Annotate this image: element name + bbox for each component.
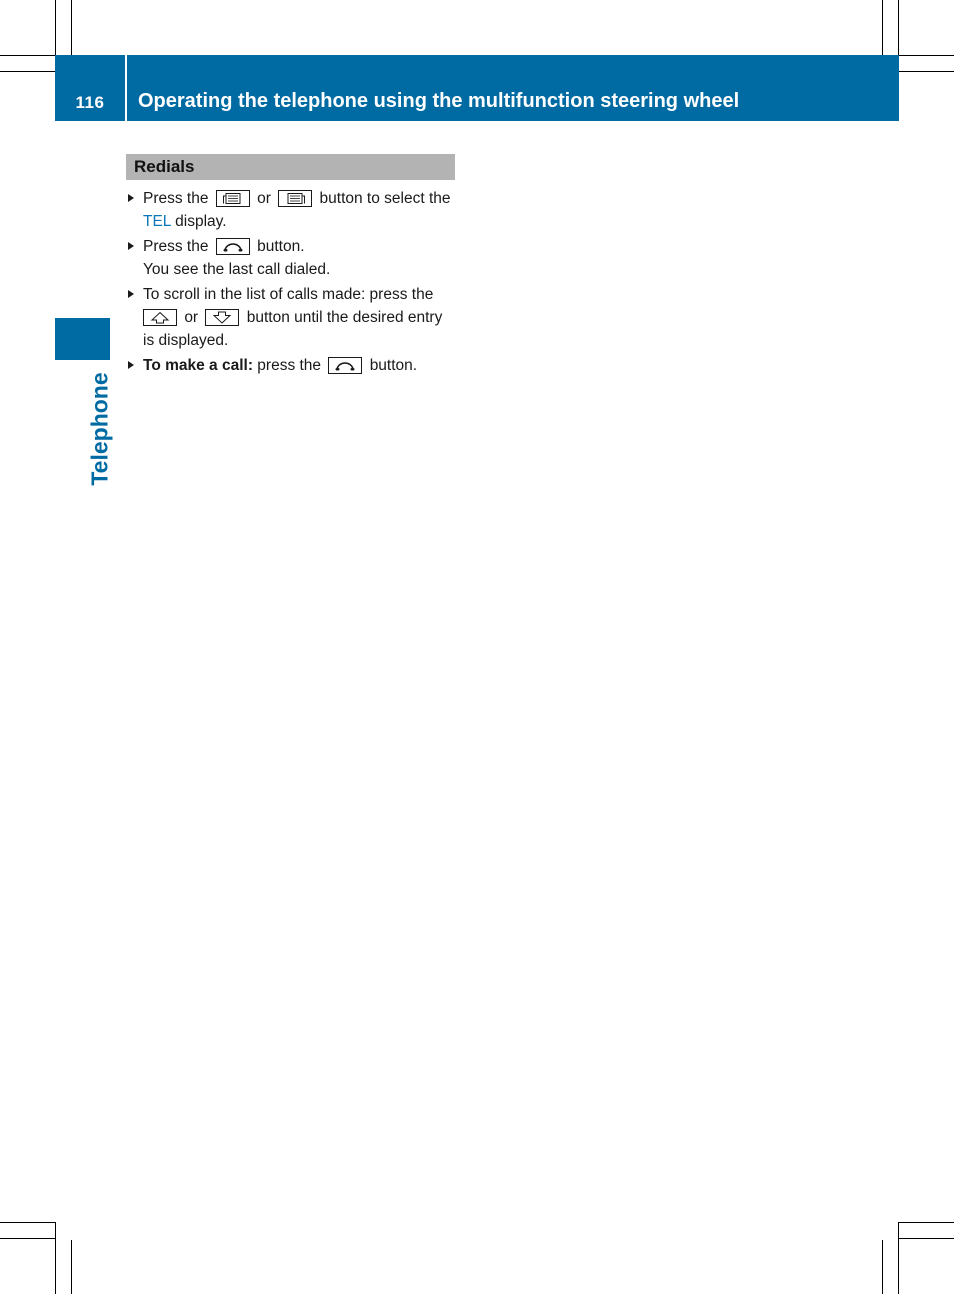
- step-text: button until the desired entry: [246, 309, 443, 326]
- crop-mark: [882, 0, 883, 55]
- instruction-step: [126, 235, 456, 281]
- crop-mark: [0, 71, 55, 72]
- crop-mark: [0, 1238, 55, 1239]
- crop-mark: [882, 1240, 883, 1294]
- step-arrow-icon: [128, 290, 134, 298]
- header-divider: [125, 55, 127, 121]
- step-text: Press the: [143, 238, 209, 255]
- step-text: or: [257, 190, 271, 207]
- step-text: Press the: [143, 190, 209, 207]
- step-arrow-icon: [128, 361, 134, 369]
- crop-mark: [0, 1222, 55, 1223]
- section-heading: Redials: [126, 154, 455, 180]
- crop-mark: [0, 55, 55, 56]
- step-text: button to select the: [319, 190, 451, 207]
- step-emphasis: To make a call:: [143, 357, 253, 374]
- crop-mark: [898, 0, 899, 55]
- instruction-step: [126, 354, 456, 377]
- arrow-up-icon: [143, 309, 177, 326]
- step-text: To scroll in the list of calls made: press the: [143, 286, 434, 303]
- crop-mark: [899, 1222, 954, 1223]
- step-text: button.: [257, 238, 305, 255]
- display-right-button-icon: [278, 190, 312, 207]
- step-text: button.: [369, 357, 418, 374]
- step-text: or: [184, 309, 199, 326]
- phone-handset-icon: [328, 357, 362, 374]
- display-left-button-icon: [216, 190, 250, 207]
- crop-mark: [55, 0, 56, 55]
- step-text: press the: [257, 357, 322, 374]
- step-text: is displayed.: [143, 332, 229, 349]
- side-tab-label: Telephone: [86, 372, 113, 486]
- instruction-step: [126, 187, 456, 233]
- display-name-tel: TEL: [143, 213, 171, 230]
- instruction-list: [126, 187, 456, 379]
- crop-mark: [898, 1222, 899, 1294]
- step-arrow-icon: [128, 242, 134, 250]
- instruction-step: [126, 283, 456, 352]
- step-text: display.: [175, 213, 227, 230]
- crop-mark: [71, 0, 72, 55]
- crop-mark: [899, 71, 954, 72]
- side-tab-marker: [55, 318, 110, 360]
- crop-mark: [55, 1222, 56, 1294]
- crop-mark: [71, 1240, 72, 1294]
- crop-mark: [899, 55, 954, 56]
- arrow-down-icon: [205, 309, 239, 326]
- phone-handset-icon: [216, 238, 250, 255]
- step-arrow-icon: [128, 194, 134, 202]
- step-result: You see the last call dialed.: [143, 261, 331, 278]
- page-title: Operating the telephone using the multifunction steering wheel: [138, 90, 740, 112]
- page-number: 116: [75, 93, 105, 112]
- crop-mark: [899, 1238, 954, 1239]
